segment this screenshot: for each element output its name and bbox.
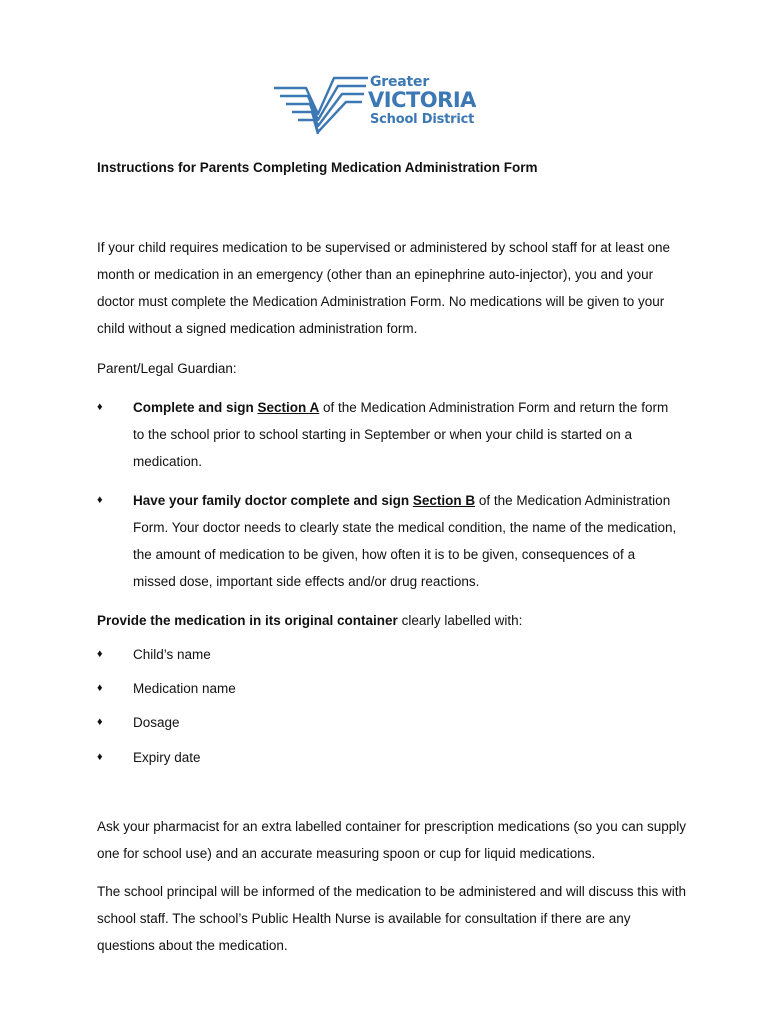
diamond-bullet-icon: ♦ (97, 401, 103, 413)
label-item-text: Dosage (133, 715, 180, 730)
container-rest: clearly labelled with: (397, 613, 523, 628)
label-item-text: Expiry date (133, 750, 201, 765)
intro-paragraph: If your child requires medication to be supervised or administered by school staff for at least one month or medication in an emergency (other than an epinephrine auto-injector), you and your doctor must complete the Medication Administration Form. No medications will be given to your child without a signed medication administration form. (97, 240, 671, 336)
logo-line-greater: Greater (370, 74, 430, 90)
logo-line-victoria: VICTORIA (368, 88, 476, 112)
step-a-bold: Complete and sign (133, 400, 258, 415)
diamond-bullet-icon: ♦ (97, 751, 103, 763)
label-item-text: Child’s name (133, 647, 211, 662)
diamond-bullet-icon: ♦ (97, 682, 103, 694)
container-bold: Provide the medication in its original container (97, 613, 398, 628)
guardian-step-b-text (133, 487, 678, 595)
guardian-heading: Parent/Legal Guardian: (97, 361, 237, 376)
label-item-text: Medication name (133, 681, 236, 696)
step-b-bold: Have your family doctor complete and sign (133, 493, 413, 508)
pharmacist-paragraph: Ask your pharmacist for an extra labelled container for prescription medications (so you can supply one for school use) and an accurate measuring spoon or cup for liquid medications. (97, 819, 687, 861)
step-a-rest: of the Medication Administration Form and return the form to the school prior to school starting in September or when your child is started on a medication. (133, 400, 669, 469)
diamond-bullet-icon: ♦ (97, 648, 103, 660)
container-instruction (97, 607, 687, 634)
logo-line-school-district: School District (370, 112, 475, 127)
diamond-bullet-icon: ♦ (97, 494, 103, 506)
district-logo-icon (272, 74, 372, 136)
district-logo (272, 72, 482, 138)
principal-paragraph: The school principal will be informed of the medication to be administered and will discuss this with school staff. The school’s Public Health Nurse is available for consultation if there are any questions about the medication. (97, 884, 687, 953)
guardian-step-a-text (133, 394, 678, 475)
step-b-rest: of the Medication Administration Form. Your doctor needs to clearly state the medical condition, the name of the medication, the amount of medication to be given, how often it is to be given, consequences of a missed dose, important side effects and/or drug reactions. (133, 493, 677, 589)
section-b-ref: Section B (412, 493, 476, 508)
page-title: Instructions for Parents Completing Medication Administration Form (97, 160, 538, 175)
diamond-bullet-icon: ♦ (97, 716, 103, 728)
section-a-ref: Section A (257, 400, 320, 415)
